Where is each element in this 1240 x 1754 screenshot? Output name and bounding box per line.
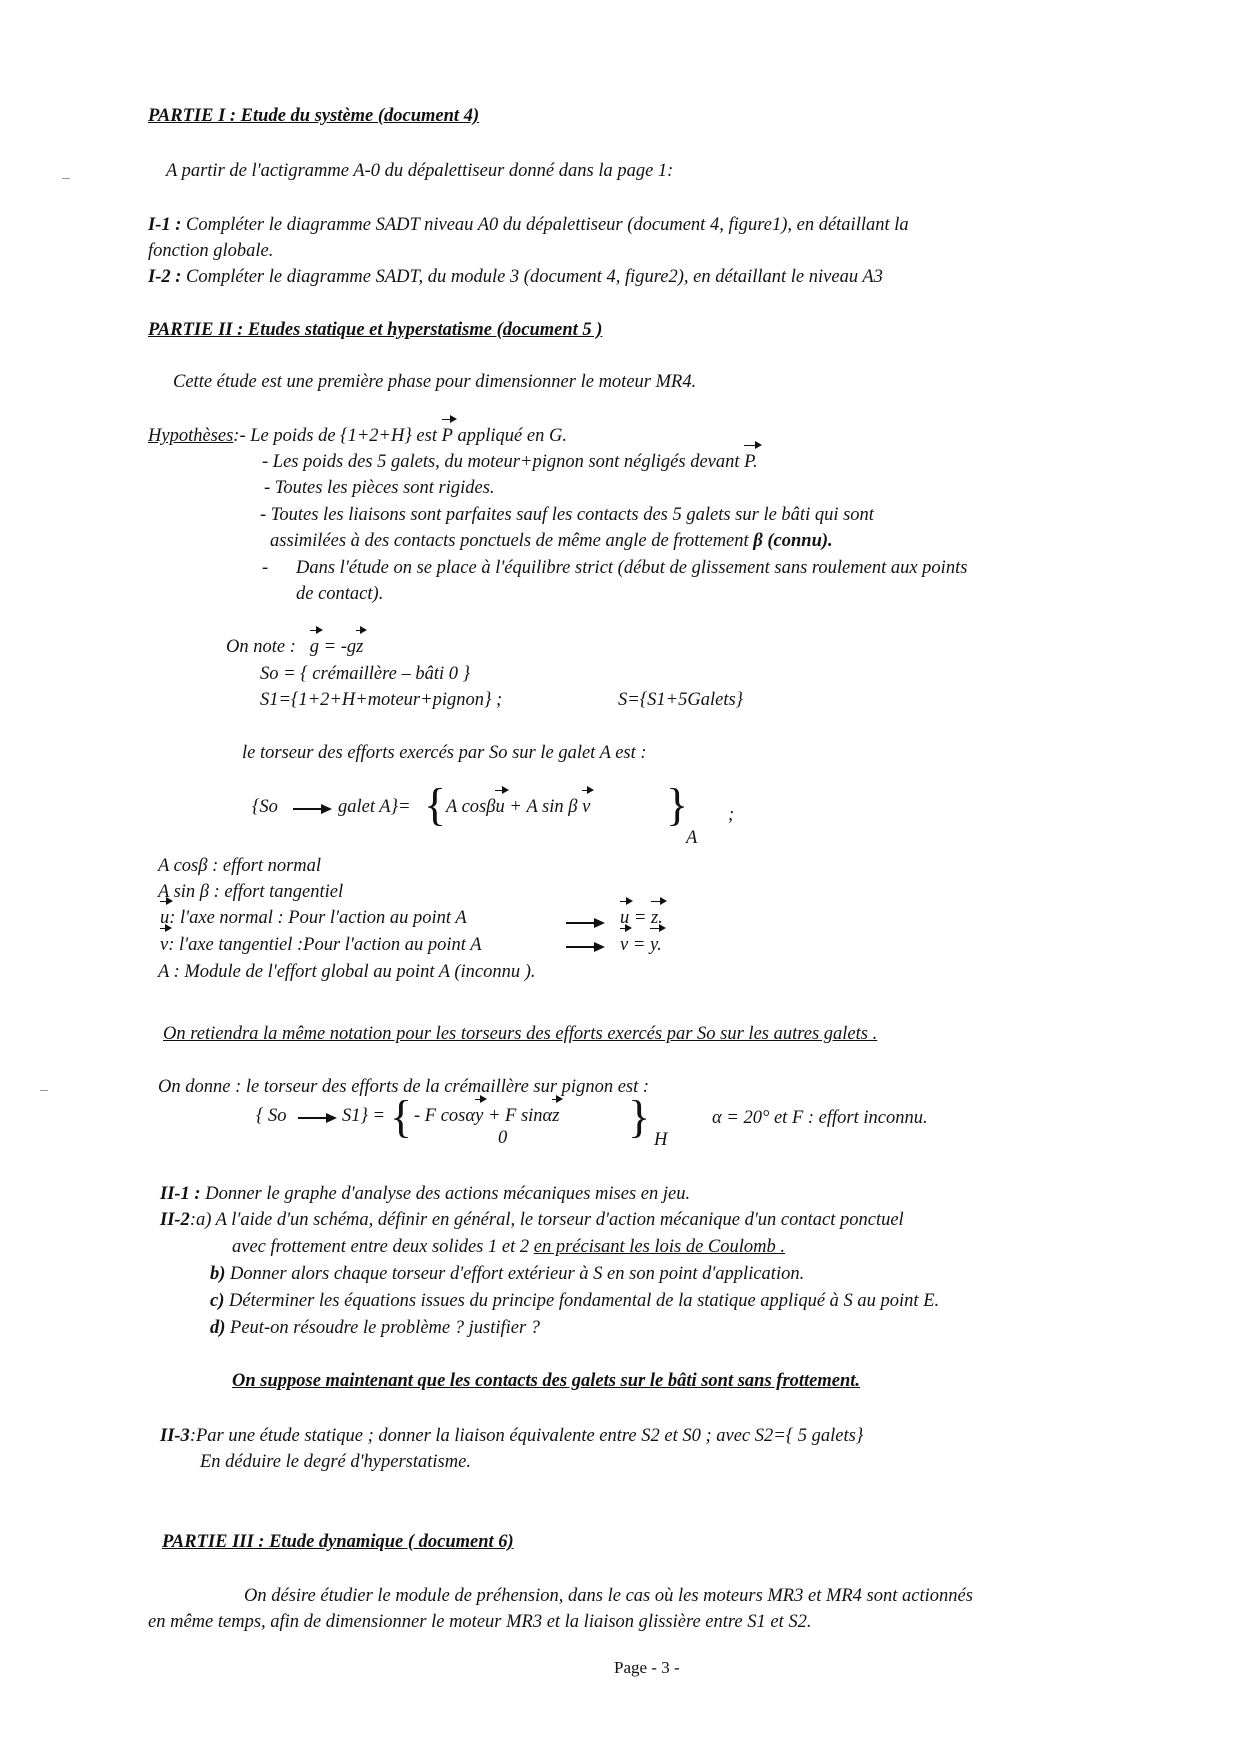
- definition-module: A : Module de l'effort global au point A (inconnu ).: [158, 962, 536, 982]
- question-text: avec frottement entre deux solides 1 et 2: [232, 1237, 530, 1257]
- coulomb-laws: en précisant les lois de Coulomb .: [533, 1237, 786, 1257]
- vector-g: g: [309, 637, 319, 657]
- torseur-galet-a-left: [252, 797, 278, 818]
- question-text: Peut-on résoudre le problème ? justifier ?: [230, 1318, 541, 1338]
- hypothesis-text: appliqué en G.: [457, 426, 567, 446]
- hypothesis-5-dash: -: [262, 558, 269, 578]
- question-ii3-cont: En déduire le degré d'hyperstatisme.: [200, 1452, 471, 1472]
- definition-axis-tangential: [160, 935, 482, 956]
- torseur-galet-a-body: [446, 797, 590, 818]
- partie3-intro: On désire étudier le module de préhension, dans le cas où les moteurs MR3 et MR4 sont actionnés: [244, 1586, 973, 1606]
- beta-known: β (connu).: [753, 531, 833, 551]
- vector-y: y: [475, 1106, 484, 1126]
- definition-tangential: A sin β : effort tangentiel: [158, 882, 344, 902]
- left-brace-icon: {: [424, 779, 447, 830]
- partie3-title: PARTIE III : Etude dynamique ( document 6): [162, 1532, 514, 1552]
- torseur-semicolon: ;: [728, 805, 735, 825]
- question-label: II-1 :: [160, 1184, 201, 1204]
- question-ii2d: [210, 1318, 540, 1339]
- definition-normal: A cosβ : effort normal: [158, 856, 322, 876]
- vector-v: v: [620, 935, 629, 955]
- question-text: :a) A l'aide d'un schéma, définir en général, le torseur d'action mécanique d'un contact ponctuel: [189, 1210, 904, 1230]
- right-brace-icon: }: [628, 1091, 651, 1142]
- frictionless-assumption: On suppose maintenant que les contacts des galets sur le bâti sont sans frottement.: [232, 1371, 861, 1391]
- question-ii2c: [210, 1291, 939, 1312]
- implies-arrow-icon: [566, 946, 602, 948]
- partie2-title: PARTIE II : Etudes statique et hyperstatisme (document 5 ): [148, 320, 603, 340]
- question-i1: [148, 215, 909, 236]
- vector-v: v: [160, 935, 169, 955]
- so-definition: So = { crémaillère – bâti 0 }: [260, 664, 471, 684]
- weight-vector-p: P: [441, 426, 453, 446]
- vector-u: u: [495, 797, 505, 817]
- torseur-point-a: A: [686, 828, 698, 848]
- question-text: Compléter le diagramme SADT, du module 3 (document 4, figure2), en détaillant le niveau A3: [186, 267, 883, 287]
- question-i2: [148, 267, 883, 288]
- hypothesis-text: assimilées à des contacts ponctuels de même angle de frottement: [270, 531, 749, 551]
- question-text: Donner alors chaque torseur d'effort extérieur à S en son point d'application.: [230, 1264, 805, 1284]
- question-ii1: [160, 1184, 690, 1205]
- question-text: Compléter le diagramme SADT niveau A0 du dépalettiseur (document 4, figure1), en détaillant la: [186, 215, 909, 235]
- hypothesis-2: [262, 452, 758, 473]
- question-text: :Par une étude statique ; donner la liaison équivalente entre S2 et S0 ; avec S2={ 5 galets}: [189, 1426, 864, 1446]
- s1-definition: S1={1+2+H+moteur+pignon} ;: [260, 690, 503, 710]
- definition-text: : l'axe tangentiel :Pour l'action au point A: [168, 935, 482, 955]
- equals: =: [632, 935, 646, 955]
- action-arrow-icon: [298, 1117, 334, 1119]
- torseur-point-h: H: [654, 1130, 668, 1150]
- question-label: I-2 :: [148, 267, 182, 287]
- vector-y: y.: [649, 935, 662, 955]
- question-ii2-cont: [232, 1237, 785, 1258]
- torseur-intro: le torseur des efforts exercés par So sur le galet A est :: [242, 743, 647, 763]
- hypothesis-text: :- Le poids de {1+2+H} est: [233, 426, 437, 446]
- partie1-title: PARTIE I : Etude du système (document 4): [148, 106, 480, 126]
- margin-mark: [62, 178, 70, 179]
- hypotheses-label: Hypothèses: [148, 426, 234, 446]
- hypothesis-5: Dans l'étude on se place à l'équilibre strict (début de glissement sans roulement aux points: [296, 558, 968, 578]
- question-label: d): [210, 1318, 226, 1338]
- torseur-galet-a-left2: galet A}=: [338, 797, 411, 817]
- note-label: On note :: [226, 637, 296, 657]
- question-text: Donner le graphe d'analyse des actions mécaniques mises en jeu.: [205, 1184, 691, 1204]
- alpha-given: α = 20° et F : effort inconnu.: [712, 1108, 928, 1128]
- torseur-pignon-body: [414, 1106, 559, 1127]
- question-ii3: [160, 1426, 863, 1447]
- question-ii2: [160, 1210, 904, 1231]
- partie3-intro-cont: en même temps, afin de dimensionner le moteur MR3 et la liaison glissière entre S1 et S2.: [148, 1612, 812, 1632]
- right-brace-icon: }: [666, 779, 689, 830]
- page-number: Page - 3 -: [614, 1658, 680, 1677]
- torseur-term: - F cosα: [414, 1106, 476, 1126]
- action-arrow-icon: [293, 808, 329, 810]
- s-definition: S={S1+5Galets}: [618, 690, 744, 710]
- question-label: II-3: [160, 1426, 190, 1446]
- note-gravity: [226, 637, 363, 658]
- donne-intro: On donne : le torseur des efforts de la crémaillère sur pignon est :: [158, 1077, 650, 1097]
- vector-u: u: [160, 908, 170, 928]
- vector-z: z.: [650, 908, 663, 928]
- torseur-left: {So: [252, 797, 278, 817]
- torseur-pignon-left: { So: [256, 1106, 287, 1126]
- equals: =: [633, 908, 647, 928]
- torseur-term: A cosβ: [446, 797, 496, 817]
- question-i1-cont: fonction globale.: [148, 241, 274, 261]
- hypothesis-4-cont: [270, 531, 833, 552]
- question-text: Déterminer les équations issues du principe fondamental de la statique appliqué à S au point E.: [229, 1291, 940, 1311]
- vector-z: z: [552, 1106, 560, 1126]
- question-ii2b: [210, 1264, 804, 1285]
- partie2-intro: Cette étude est une première phase pour dimensionner le moteur MR4.: [173, 372, 697, 392]
- torseur-term: + F sinα: [487, 1106, 553, 1126]
- question-label: c): [210, 1291, 225, 1311]
- hypothesis-4: - Toutes les liaisons sont parfaites sauf les contacts des 5 galets sur le bâti qui sont: [260, 505, 874, 525]
- definition-axis-normal: [160, 908, 467, 929]
- margin-mark: [40, 1090, 48, 1091]
- definition-text: : l'axe normal : Pour l'action au point A: [169, 908, 467, 928]
- notation-note: On retiendra la même notation pour les torseurs des efforts exercés par So sur les autres galets .: [163, 1024, 878, 1044]
- hypothesis-1: [148, 426, 567, 447]
- hypothesis-5-cont: de contact).: [296, 584, 384, 604]
- torseur-pignon-moment: 0: [498, 1128, 508, 1148]
- weight-vector-p: P.: [744, 452, 758, 472]
- hypothesis-text: - Les poids des 5 galets, du moteur+pignon sont négligés devant: [262, 452, 740, 472]
- partie1-intro: A partir de l'actigramme A-0 du dépalettiseur donné dans la page 1:: [166, 161, 674, 181]
- torseur-pignon-left2: S1} =: [342, 1106, 386, 1126]
- question-label: I-1 :: [148, 215, 182, 235]
- hypothesis-3: - Toutes les pièces sont rigides.: [264, 478, 495, 498]
- vector-u: u: [620, 908, 630, 928]
- vector-v: v: [582, 797, 591, 817]
- vector-z: z: [356, 637, 364, 657]
- axis-tangential-result: [620, 935, 662, 956]
- implies-arrow-icon: [566, 922, 602, 924]
- question-label: b): [210, 1264, 226, 1284]
- torseur-term: + A sin β: [509, 797, 578, 817]
- note-eq: = -g: [323, 637, 357, 657]
- left-brace-icon: {: [390, 1091, 413, 1142]
- question-label: II-2: [160, 1210, 190, 1230]
